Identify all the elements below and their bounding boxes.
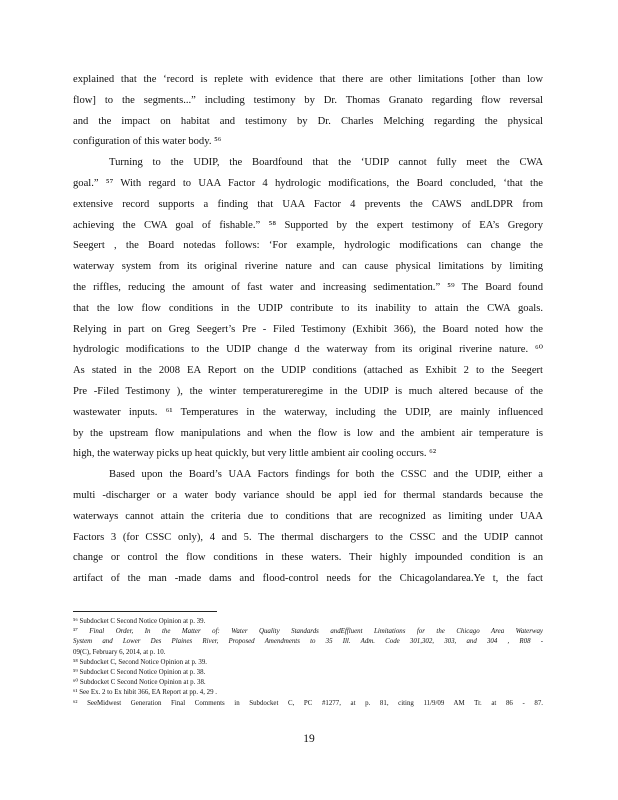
footnote-61: ⁶¹ See Ex. 2 to Ex hibit 366, EA Report at pp. 4, 29 . (73, 689, 217, 697)
body-line: Factors 3 (for CSSC only), 4 and 5. The thermal dischargers to the CSSC and the UDIP cannot (73, 531, 543, 543)
body-line: waterway system from its original riverine nature and can cause physical limitations by limiting (73, 261, 543, 273)
footnote-58: ⁵⁸ Subdocket C, Second Notice Opinion at p. 39. (73, 658, 207, 666)
body-line: Relying in part on Greg Seegert’s Pre - Filed Testimony (Exhibit 366), the Board noted how the (73, 323, 543, 335)
body-line: flow] to the segments...” including testimony by Dr. Thomas Granato regarding flow reversal (73, 94, 543, 106)
body-line: goal.” ⁵⁷ With regard to UAA Factor 4 hydrologic modifications, the Board concluded, ‘that the (73, 177, 543, 189)
body-text (73, 70, 543, 590)
footnote-57: ⁵⁷ Final Order, In the Matter of: Water Quality Standards andEffluent Limitations for the Chicago Area Waterway (73, 628, 543, 636)
body-line: Seegert , the Board notedas follows: ‘For example, hydrologic modifications can change the (73, 240, 543, 252)
body-line: the riffles, reducing the amount of fast water and increasing sedimentation.” ⁵⁹ The Board found (73, 281, 543, 293)
body-line: artifact of the man -made dams and flood-control needs for the Chicagolandarea.Ye t, the fact (73, 573, 543, 585)
body-line: waterways cannot attain the criteria due to conditions that are recognized as limiting under UAA (73, 510, 543, 522)
body-line: hydrologic modifications to the UDIP change d the waterway from its original riverine nature. ⁶⁰ (73, 344, 543, 356)
body-line: change or control the flow conditions in these waters. Their highly impounded condition is an (73, 552, 543, 564)
footnote-separator (73, 611, 217, 612)
footnote-56: ⁵⁶ Subdocket C Second Notice Opinion at p. 39. (73, 618, 206, 625)
body-line: and the impact on habitat and testimony by Dr. Charles Melching regarding the physical (73, 115, 543, 127)
footnote-60: ⁶⁰ Subdocket C Second Notice Opinion at p. 38. (73, 679, 206, 687)
footnote-57-end: 09(C), February 6, 2014, at p. 10. (73, 648, 166, 656)
page-number: 19 (303, 733, 315, 745)
body-line: achieving the CWA goal of fishable.” ⁵⁸ Supported by the expert testimony of EA’s Gregory (73, 219, 543, 231)
footnote-62: ⁶² SeeMidwest Generation Final Comments in Subdocket C, PC #1277, at p. 81, citing 11/9/09 AM Tr. at 86 - 87. (73, 699, 543, 707)
body-line: extensive record supports a finding that UAA Factor 4 prevents the CAWS andLDPR from (73, 198, 543, 210)
body-line: explained that the ‘record is replete with evidence that there are other limitations [other than low (73, 74, 543, 85)
body-line: high, the waterway picks up heat quickly, but very little ambient air cooling occurs. ⁶² (73, 448, 437, 460)
body-line: by the upstream flow manipulations and when the flow is low and the ambient air temperature is (73, 427, 543, 439)
body-line: wastewater inputs. ⁶¹ Temperatures in the waterway, including the UDIP, are mainly influenced (73, 406, 543, 418)
body-line: As stated in the 2008 EA Report on the UDIP conditions (attached as Exhibit 2 to the Seegert (73, 365, 543, 377)
body-line: configuration of this water body. ⁵⁶ (73, 136, 222, 148)
footnote-57-cont: System and Lower Des Plaines River, Proposed Amendments to 35 Ill. Adm. Code 301,302, 303, and 304 , R08 - (73, 638, 543, 646)
body-line: that the low flow conditions in the UDIP contribute to its inability to attain the CWA goals. (73, 302, 543, 314)
paragraph-start-line: Based upon the Board’s UAA Factors findings for both the CSSC and the UDIP, either a (109, 469, 543, 481)
footnote-59: ⁵⁹ Subdocket C Second Notice Opinion at p. 38. (73, 668, 206, 676)
footnotes (73, 617, 543, 709)
paragraph-start-line: Turning to the UDIP, the Boardfound that the ‘UDIP cannot fully meet the CWA (109, 157, 543, 169)
body-line: multi -discharger or a water body variance should be appl ied for thermal standards because the (73, 489, 543, 501)
body-line: Pre -Filed Testimony ), the winter temperatureregime in the UDIP is much altered because of the (73, 385, 543, 397)
